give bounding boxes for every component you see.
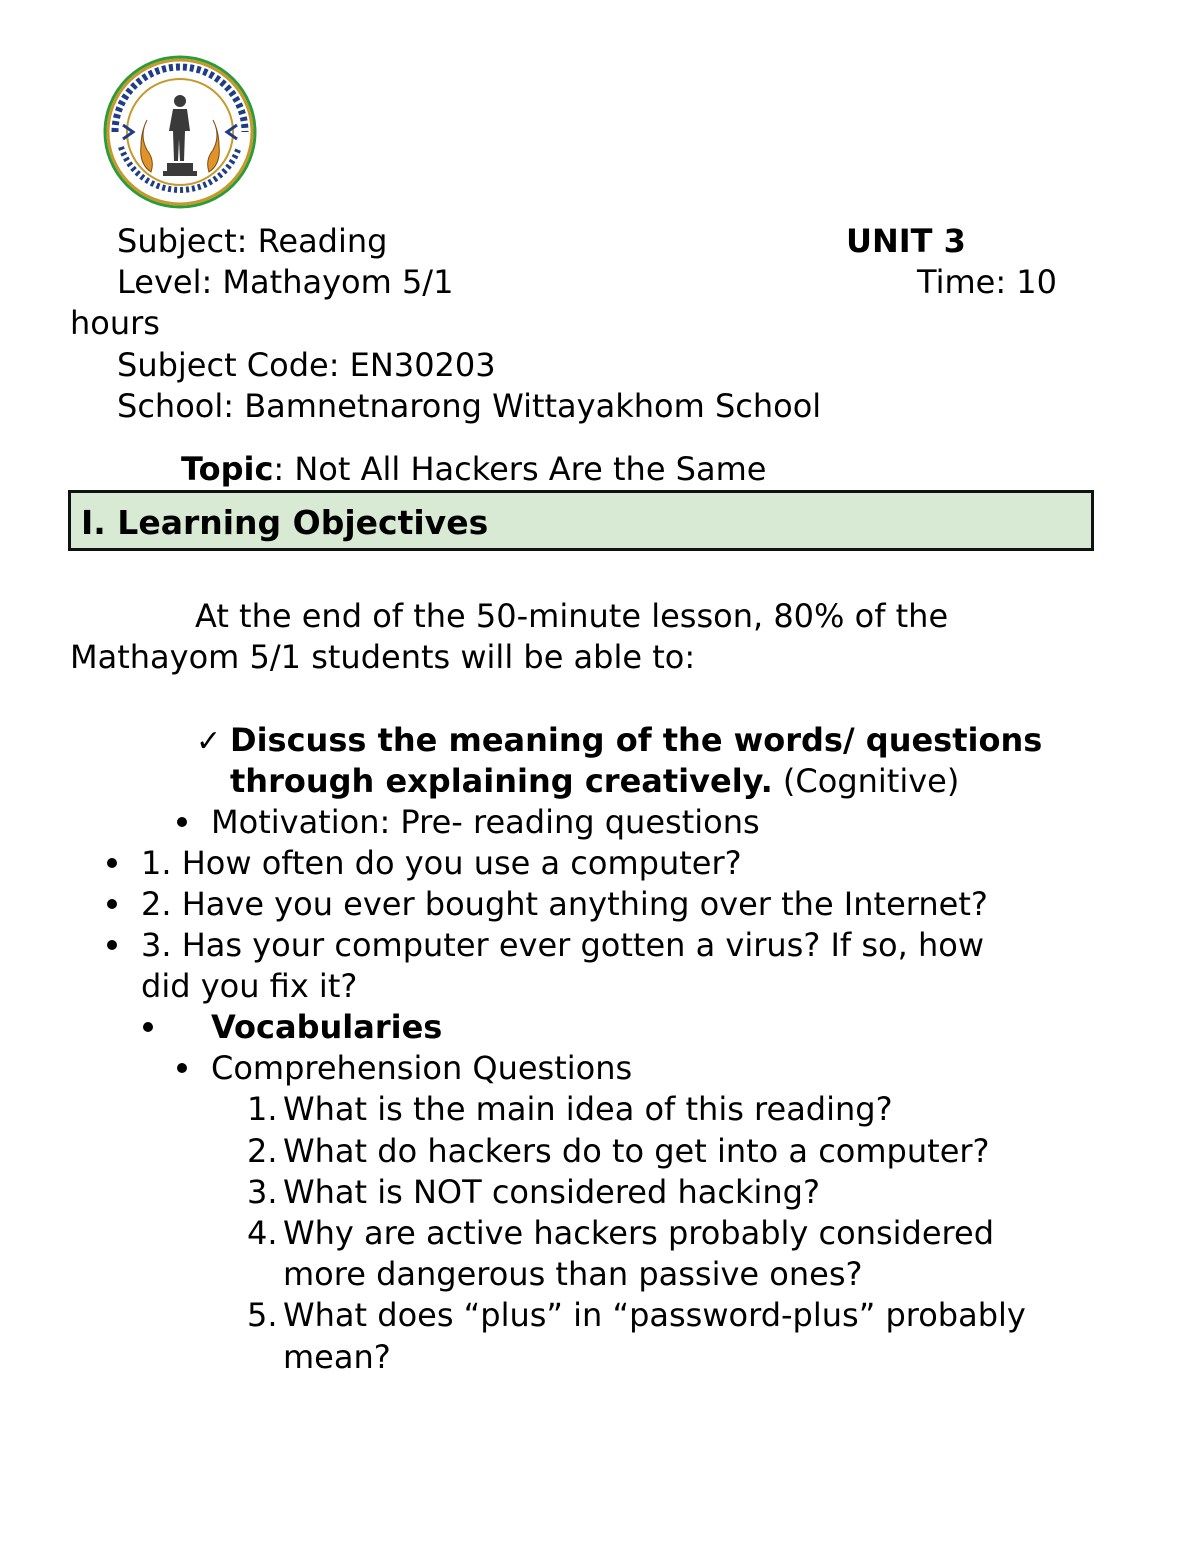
question-number: 3.	[247, 1173, 278, 1211]
subject-label: Subject: Reading	[117, 222, 388, 260]
prereading-question: 1. How often do you use a computer?	[141, 844, 742, 882]
topic-heading: Topic	[181, 450, 274, 488]
comprehension-question: What does “plus” in “password-plus” probably	[283, 1296, 1026, 1334]
section-title: I. Learning Objectives	[81, 503, 489, 542]
topic-line	[181, 449, 766, 490]
comprehension-question: What is NOT considered hacking?	[283, 1173, 820, 1211]
check-mark-icon: ✓	[196, 724, 222, 759]
prereading-question-continuation: did you fix it?	[141, 967, 358, 1005]
bullet-icon	[107, 858, 117, 868]
bullet-icon	[107, 940, 117, 950]
intro-line-1: At the end of the 50-minute lesson, 80% of the	[195, 597, 949, 635]
objective-line-2-bold: through explaining creatively.	[230, 762, 773, 800]
vocabularies-item: Vocabularies	[211, 1008, 443, 1046]
unit-label: UNIT 3	[846, 222, 966, 260]
comprehension-question-continuation: mean?	[283, 1338, 391, 1376]
motivation-item: Motivation: Pre- reading questions	[211, 803, 760, 841]
bullet-icon	[107, 899, 117, 909]
bullet-icon	[177, 1063, 187, 1073]
bullet-icon	[143, 1022, 153, 1032]
question-number: 4.	[247, 1214, 278, 1252]
prereading-question: 3. Has your computer ever gotten a virus? If so, how	[141, 926, 984, 964]
comprehension-label: Comprehension Questions	[211, 1049, 633, 1087]
subject-code-label: Subject Code: EN30203	[117, 346, 496, 384]
topic-text: : Not All Hackers Are the Same	[273, 450, 767, 488]
comprehension-question-continuation: more dangerous than passive ones?	[283, 1255, 863, 1293]
school-seal-logo	[103, 55, 257, 209]
objective-domain: (Cognitive)	[772, 762, 960, 800]
time-label: Time: 10	[917, 263, 1057, 301]
comprehension-question: Why are active hackers probably considered	[283, 1214, 994, 1252]
bullet-icon	[177, 817, 187, 827]
objective-line-1: Discuss the meaning of the words/ questions	[230, 721, 1043, 759]
level-label: Level: Mathayom 5/1	[117, 263, 454, 301]
prereading-question: 2. Have you ever bought anything over the Internet?	[141, 885, 988, 923]
question-number: 2.	[247, 1132, 278, 1170]
question-number: 5.	[247, 1296, 278, 1334]
objective-line-2	[230, 761, 959, 802]
time-label-continuation: hours	[70, 304, 160, 342]
comprehension-question: What is the main idea of this reading?	[283, 1090, 893, 1128]
school-label: School: Bamnetnarong Wittayakhom School	[117, 387, 822, 425]
question-number: 1.	[247, 1090, 278, 1128]
comprehension-question: What do hackers do to get into a computer?	[283, 1132, 990, 1170]
intro-line-2: Mathayom 5/1 students will be able to:	[70, 638, 696, 676]
learning-objectives-banner	[68, 490, 1094, 551]
